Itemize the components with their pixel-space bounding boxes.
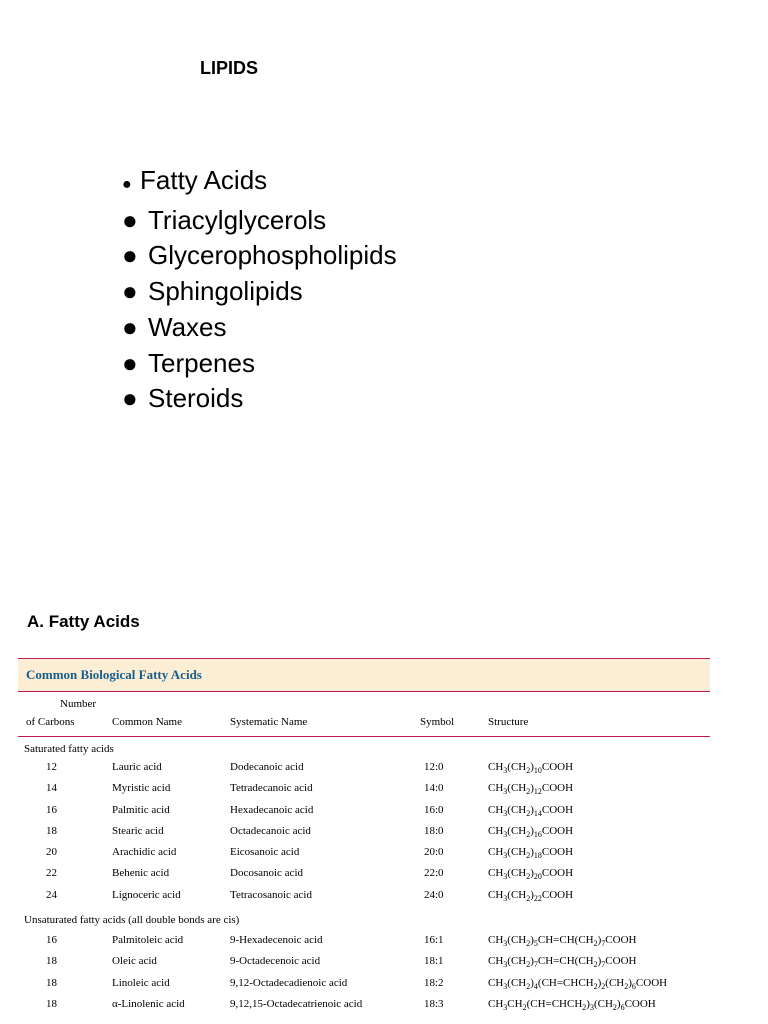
table-title-band — [18, 658, 710, 692]
cell-carbons: 20 — [46, 846, 57, 859]
table-column-headers — [18, 692, 710, 737]
cell-systematic-name: Eicosanoic acid — [230, 846, 300, 859]
cell-carbons: 16 — [46, 934, 57, 947]
column-header-structure: Structure — [488, 716, 529, 728]
list-item — [122, 346, 397, 382]
bullet-icon: ● — [122, 240, 138, 271]
table-row — [18, 842, 710, 863]
cell-structure: $CH_3CH_2(CH=CHCH_2)_3(CH_2)_6COOH$ — [488, 997, 656, 1013]
table-row — [18, 951, 710, 972]
cell-common-name: Stearic acid — [112, 824, 164, 837]
cell-structure: $CH_3(CH_2)_7CH=CH(CH_2)_7COOH$ — [488, 955, 637, 970]
cell-common-name: Palmitic acid — [112, 803, 170, 816]
cell-systematic-name: Octadecanoic acid — [230, 824, 311, 837]
column-header-systematic-name: Systematic Name — [230, 716, 308, 728]
cell-common-name: Arachidic acid — [112, 846, 177, 859]
cell-systematic-name: Tetracosanoic acid — [230, 888, 312, 901]
cell-symbol: 18:1 — [424, 955, 444, 968]
bullet-icon: ● — [122, 176, 132, 193]
saturated-group-label: Saturated fatty acids — [24, 743, 114, 755]
list-item-label: Terpenes — [148, 347, 255, 378]
column-header-symbol: Symbol — [420, 716, 455, 728]
table-row — [18, 821, 710, 842]
fatty-acids-table — [18, 658, 710, 1015]
cell-common-name: Oleic acid — [112, 955, 157, 968]
cell-common-name: Lauric acid — [112, 761, 162, 773]
lipid-class-list — [122, 163, 397, 417]
table-row — [18, 863, 710, 884]
cell-systematic-name: 9-Hexadecenoic acid — [230, 934, 323, 947]
column-header-carbons: of Carbons — [26, 716, 75, 728]
cell-structure: $CH_3(CH_2)_4(CH=CHCH_2)_2(CH_2)_6COOH$ — [488, 976, 668, 991]
table-row — [18, 994, 710, 1015]
table-title: Common Biological Fatty Acids — [26, 667, 202, 682]
table-row — [18, 930, 710, 951]
cell-common-name: Behenic acid — [112, 867, 170, 880]
column-header-common-name: Common Name — [112, 716, 182, 728]
list-item-label: Triacylglycerols — [148, 204, 327, 235]
cell-systematic-name: 9,12,15-Octadecatrienoic acid — [230, 997, 363, 1010]
cell-structure: $CH_3(CH_2)_{10}COOH$ — [488, 761, 574, 776]
cell-carbons: 12 — [46, 761, 57, 773]
list-item-label: Waxes — [148, 311, 227, 342]
cell-structure: $CH_3(CH_2)_{12}COOH$ — [488, 782, 574, 797]
cell-carbons: 18 — [46, 976, 57, 989]
cell-systematic-name: Tetradecanoic acid — [230, 782, 313, 795]
table-group-label — [18, 906, 710, 930]
cell-common-name: Linoleic acid — [112, 976, 170, 989]
cell-systematic-name: Docosanoic acid — [230, 867, 303, 880]
unsaturated-rows — [18, 930, 710, 1015]
list-item — [122, 238, 397, 274]
section-heading: A. Fatty Acids — [27, 612, 140, 631]
table-row — [18, 800, 710, 821]
cell-symbol: 18:3 — [424, 997, 444, 1010]
cell-carbons: 18 — [46, 824, 57, 837]
cell-systematic-name: 9,12-Octadecadienoic acid — [230, 976, 348, 989]
column-header-number: Number — [60, 698, 97, 710]
list-item — [122, 274, 397, 310]
cell-symbol: 20:0 — [424, 846, 444, 859]
cell-symbol: 24:0 — [424, 888, 444, 901]
saturated-rows — [18, 757, 710, 906]
cell-carbons: 24 — [46, 888, 57, 901]
list-item-label: Glycerophospholipids — [148, 240, 397, 271]
cell-carbons: 16 — [46, 803, 57, 816]
bullet-icon: ● — [122, 311, 138, 342]
list-item-label: Fatty Acids — [140, 165, 268, 195]
table-row — [18, 778, 710, 799]
list-item — [122, 203, 397, 239]
cell-carbons: 14 — [46, 782, 57, 795]
cell-symbol: 12:0 — [424, 761, 444, 773]
cell-systematic-name: Hexadecanoic acid — [230, 803, 314, 816]
cell-systematic-name: Dodecanoic acid — [230, 761, 304, 773]
bullet-icon: ● — [122, 383, 138, 414]
table-row — [18, 885, 710, 906]
cell-structure: $CH_3(CH_2)_{18}COOH$ — [488, 846, 574, 861]
list-item — [122, 163, 397, 203]
cell-structure: $CH_3(CH_2)_{16}COOH$ — [488, 824, 574, 840]
page-title: LIPIDS — [200, 58, 259, 78]
cell-symbol: 14:0 — [424, 782, 444, 795]
list-item — [122, 310, 397, 346]
cell-common-name: Lignoceric acid — [112, 888, 181, 901]
cell-structure: $CH_3(CH_2)_{14}COOH$ — [488, 803, 574, 818]
cell-symbol: 18:0 — [424, 824, 444, 837]
cell-symbol: 16:1 — [424, 934, 444, 947]
cell-common-name: α-Linolenic acid — [112, 997, 185, 1010]
bullet-icon: ● — [122, 204, 138, 235]
list-item-label: Steroids — [148, 383, 244, 414]
cell-carbons: 18 — [46, 997, 57, 1010]
cell-structure: $CH_3(CH_2)_5CH=CH(CH_2)_7COOH$ — [488, 934, 637, 949]
unsaturated-group-label: Unsaturated fatty acids (all double bonds are cis) — [24, 914, 240, 927]
list-item — [122, 381, 397, 417]
cell-carbons: 22 — [46, 867, 57, 880]
bullet-icon: ● — [122, 347, 138, 378]
cell-systematic-name: 9-Octadecenoic acid — [230, 955, 321, 968]
cell-common-name: Palmitoleic acid — [112, 934, 184, 947]
table-group-label — [18, 737, 710, 757]
cell-structure: $CH_3(CH_2)_{22}COOH$ — [488, 888, 574, 903]
cell-symbol: 16:0 — [424, 803, 444, 816]
cell-symbol: 22:0 — [424, 867, 444, 880]
list-item-label: Sphingolipids — [148, 276, 303, 307]
table-row — [18, 757, 710, 778]
cell-carbons: 18 — [46, 955, 57, 968]
cell-symbol: 18:2 — [424, 976, 444, 989]
table-row — [18, 973, 710, 994]
bullet-icon: ● — [122, 276, 138, 307]
cell-structure: $CH_3(CH_2)_{20}COOH$ — [488, 867, 574, 882]
cell-common-name: Myristic acid — [112, 782, 171, 795]
